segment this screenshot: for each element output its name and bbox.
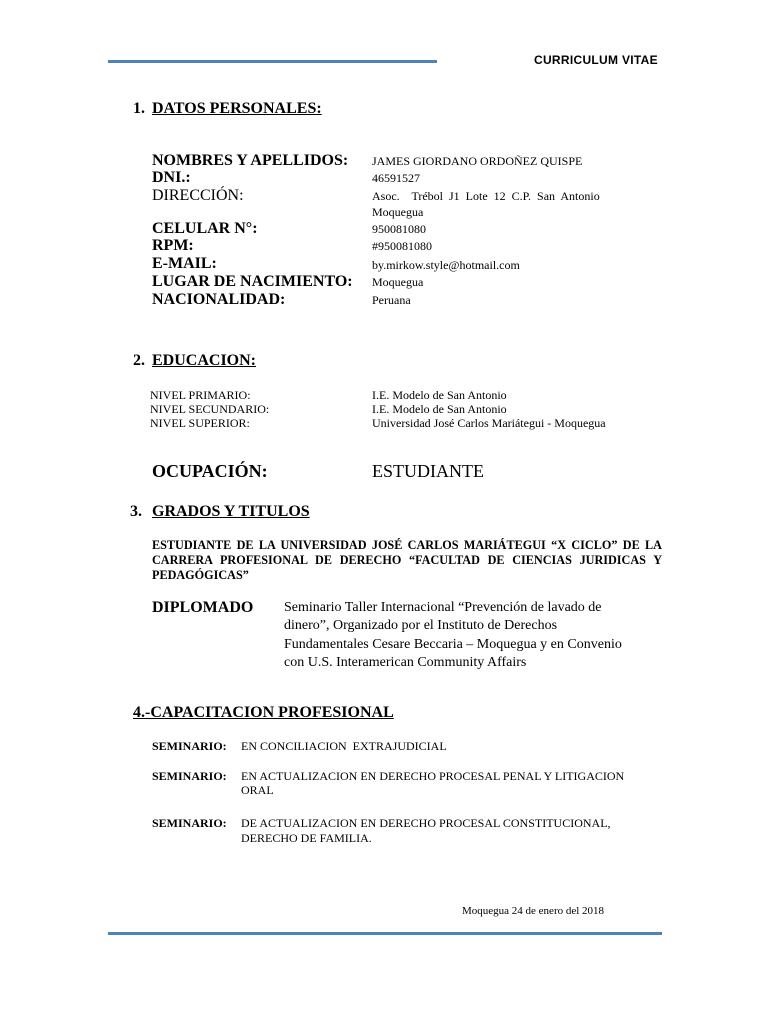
document-title: CURRICULUM VITAE (534, 53, 658, 67)
footer-rule (108, 932, 662, 935)
section-2-number: 2. (133, 352, 145, 369)
ocupacion-label: OCUPACIÓN: (152, 461, 268, 481)
diplomado-line: Seminario Taller Internacional “Prevención de lavado de (284, 600, 602, 615)
label-nivel-superior: NIVEL SUPERIOR: (150, 416, 250, 430)
value-lugar-nacimiento: Moquegua (372, 275, 424, 289)
section-2-heading: EDUCACION: (152, 352, 256, 369)
section-3-heading: GRADOS Y TITULOS (152, 503, 310, 520)
value-celular: 950081080 (372, 222, 426, 236)
ocupacion-value: ESTUDIANTE (372, 461, 484, 481)
label-nivel-primario: NIVEL PRIMARIO: (150, 388, 251, 402)
seminario-label: SEMINARIO: (152, 769, 227, 783)
section-1-heading: DATOS PERSONALES: (152, 100, 322, 117)
section-3-number: 3. (130, 503, 142, 520)
label-dni: DNI.: (152, 169, 191, 186)
seminario-text-line2: ORAL (241, 783, 274, 797)
diplomado-line: Fundamentales Cesare Beccaria – Moquegua y en Convenio (284, 637, 622, 652)
section-4-heading: 4.-CAPACITACION PROFESIONAL (133, 704, 394, 721)
diplomado-line: con U.S. Interamerican Community Affairs (284, 655, 527, 670)
grados-text: ESTUDIANTE DE LA UNIVERSIDAD JOSÉ CARLOS MARIÁTEGUI “X CICLO” DE LA CARRERA PROFESIONAL DE DERECHO “FACULTAD DE CIENCIAS JURIDICAS Y PEDAGÓGICAS” (152, 538, 662, 582)
seminario-text: EN ACTUALIZACION EN DERECHO PROCESAL PENAL Y LITIGACION (241, 769, 625, 783)
diplomado-line: dinero”, Organizado por el Instituto de Derechos (284, 618, 558, 633)
value-dni: 46591527 (372, 171, 420, 185)
seminario-text: EN CONCILIACION EXTRAJUDICIAL (241, 739, 447, 753)
label-direccion: DIRECCIÓN: (152, 187, 244, 204)
label-email: E-MAIL: (152, 255, 217, 272)
label-lugar-nacimiento: LUGAR DE NACIMIENTO: (152, 273, 353, 290)
value-email: by.mirkow.style@hotmail.com (372, 258, 520, 272)
label-nivel-secundario: NIVEL SECUNDARIO: (150, 402, 270, 416)
label-celular: CELULAR N°: (152, 220, 258, 237)
value-nivel-secundario: I.E. Modelo de San Antonio (372, 402, 507, 416)
value-nacionalidad: Peruana (372, 293, 411, 307)
value-nivel-superior: Universidad José Carlos Mariátegui - Moquegua (372, 416, 606, 430)
value-rpm: #950081080 (372, 239, 432, 253)
label-rpm: RPM: (152, 237, 194, 254)
value-direccion: Asoc. Trébol J1 Lote 12 C.P. San Antonio (372, 189, 600, 203)
value-nombres: JAMES GIORDANO ORDOÑEZ QUISPE (372, 154, 583, 168)
diplomado-label: DIPLOMADO (152, 599, 254, 616)
label-nombres: NOMBRES Y APELLIDOS: (152, 152, 349, 169)
section-1-number: 1. (133, 100, 145, 117)
place-date: Moquegua 24 de enero del 2018 (462, 905, 605, 917)
seminario-text-line2: DERECHO DE FAMILIA. (241, 831, 372, 845)
label-nacionalidad: NACIONALIDAD: (152, 291, 286, 308)
value-direccion-line2: Moquegua (372, 205, 424, 219)
seminario-label: SEMINARIO: (152, 739, 227, 753)
seminario-label: SEMINARIO: (152, 816, 227, 830)
seminario-text: DE ACTUALIZACION EN DERECHO PROCESAL CONSTITUCIONAL, (241, 816, 611, 830)
value-nivel-primario: I.E. Modelo de San Antonio (372, 388, 507, 402)
header-rule (108, 60, 437, 63)
